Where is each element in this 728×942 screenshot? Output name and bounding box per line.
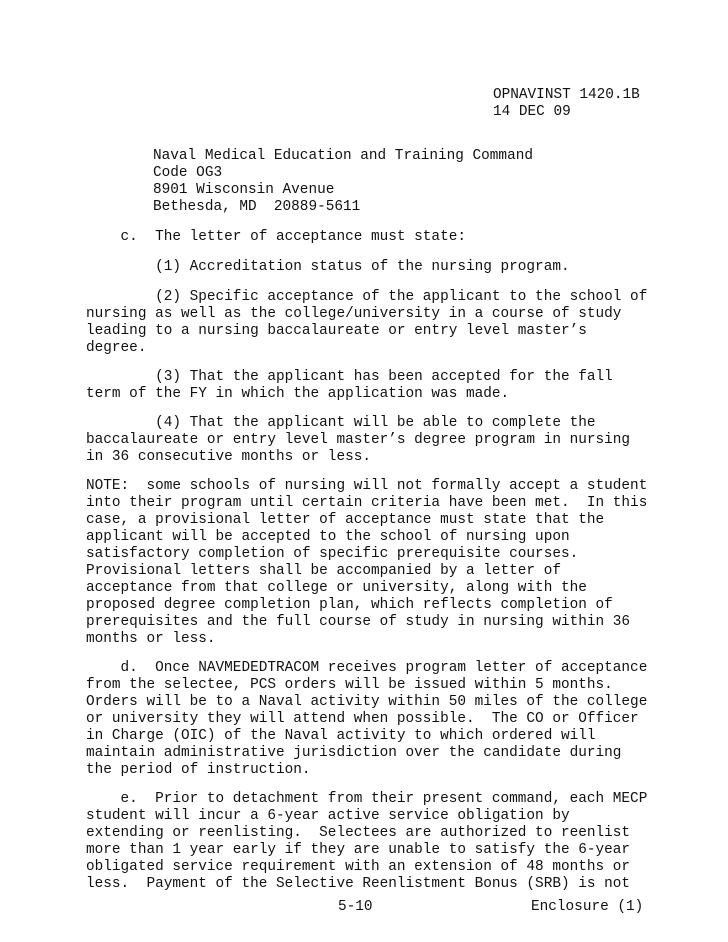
- note-line: satisfactory completion of specific prerequisite courses.: [86, 546, 579, 562]
- paragraph-d-line: or university they will attend when possible. The CO or Officer: [86, 711, 639, 727]
- note-line: proposed degree completion plan, which reflects completion of: [86, 597, 613, 613]
- note-line: prerequisites and the full course of study in nursing within 36: [86, 614, 631, 630]
- note-line: acceptance from that college or university, along with the: [86, 580, 587, 596]
- note-line: NOTE: some schools of nursing will not formally accept a student: [86, 478, 648, 494]
- paragraph-d-line: the period of instruction.: [86, 762, 311, 778]
- page-number: 5-10: [338, 899, 373, 915]
- note-line: applicant will be accepted to the school of nursing upon: [86, 529, 570, 545]
- paragraph-e-line: more than 1 year early if they are unable to satisfy the 6-year: [86, 842, 631, 858]
- note-line: Provisional letters shall be accompanied by a letter of: [86, 563, 561, 579]
- paragraph-d-line: in Charge (OIC) of the Naval activity to which ordered will: [86, 728, 596, 744]
- address-line: Code OG3: [153, 165, 223, 181]
- address-line: 8901 Wisconsin Avenue: [153, 182, 335, 198]
- paragraph-c4-line: baccalaureate or entry level master’s degree program in nursing: [86, 432, 631, 448]
- paragraph-c2-line: degree.: [86, 340, 147, 356]
- paragraph-e-line: extending or reenlisting. Selectees are authorized to reenlist: [86, 825, 631, 841]
- note-line: case, a provisional letter of acceptance must state that the: [86, 512, 605, 528]
- paragraph-e-line: e. Prior to detachment from their present command, each MECP: [86, 791, 648, 807]
- paragraph-d-line: Orders will be to a Naval activity within 50 miles of the college: [86, 694, 648, 710]
- paragraph-e-line: less. Payment of the Selective Reenlistment Bonus (SRB) is not: [86, 876, 631, 892]
- paragraph-c-heading: c. The letter of acceptance must state:: [86, 229, 466, 245]
- paragraph-c1: (1) Accreditation status of the nursing program.: [86, 259, 570, 275]
- instruction-number: OPNAVINST 1420.1B: [493, 87, 640, 103]
- note-line: months or less.: [86, 631, 216, 647]
- paragraph-d-line: from the selectee, PCS orders will be issued within 5 months.: [86, 677, 613, 693]
- paragraph-e-line: student will incur a 6-year active service obligation by: [86, 808, 570, 824]
- paragraph-d-line: d. Once NAVMEDEDTRACOM receives program letter of acceptance: [86, 660, 648, 676]
- paragraph-c3-line: (3) That the applicant has been accepted for the fall: [86, 369, 613, 385]
- paragraph-e-line: obligated service requirement with an extension of 48 months or: [86, 859, 631, 875]
- paragraph-c2-line: nursing as well as the college/university in a course of study: [86, 306, 622, 322]
- instruction-date: 14 DEC 09: [493, 104, 571, 120]
- address-line: Bethesda, MD 20889-5611: [153, 199, 361, 215]
- paragraph-d-line: maintain administrative jurisdiction over the candidate during: [86, 745, 622, 761]
- paragraph-c2-line: (2) Specific acceptance of the applicant to the school of: [86, 289, 648, 305]
- paragraph-c3-line: term of the FY in which the application was made.: [86, 386, 510, 402]
- paragraph-c2-line: leading to a nursing baccalaureate or entry level master’s: [86, 323, 587, 339]
- enclosure-label: Enclosure (1): [531, 899, 644, 915]
- address-line: Naval Medical Education and Training Command: [153, 148, 533, 164]
- note-line: into their program until certain criteria have been met. In this: [86, 495, 648, 511]
- paragraph-c4-line: in 36 consecutive months or less.: [86, 449, 371, 465]
- paragraph-c4-line: (4) That the applicant will be able to complete the: [86, 415, 596, 431]
